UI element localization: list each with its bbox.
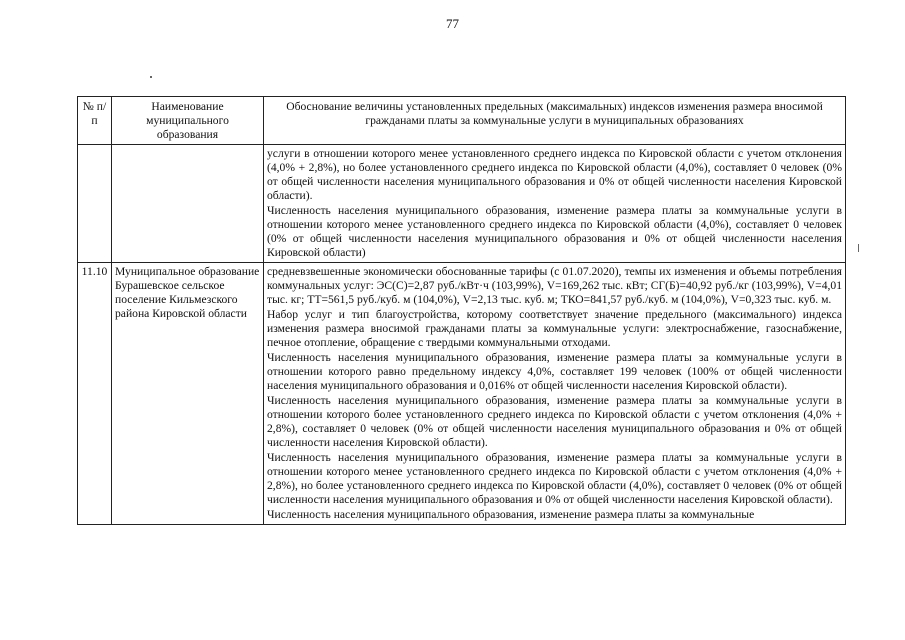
page-number: 77 [446, 16, 459, 31]
paragraph: Численность населения муниципального образования, изменение размера платы за коммунальные услуги в отношении которого более установленного среднего индекса по Кировской области с учетом отклонения (4,0% + 2,8%), составляет 0 человек (0% от общей численности населения муниципального образования и 0% от общей численности населения Кировской области). [267, 394, 842, 449]
municipality-name [112, 145, 264, 263]
row-number [78, 145, 112, 263]
municipality-name: Муниципальное образование Бурашевское сельское поселение Кильмезского района Кировской области [112, 263, 264, 525]
paragraph: Набор услуг и тип благоустройства, которому соответствует значение предельного (максимального) индекса изменения размера вносимой гражданами платы за коммунальные услуги: электроснабжение, газоснабжение, печное отопление, обращение с твердыми коммунальными отходами. [267, 308, 842, 349]
row-number: 11.10 [78, 263, 112, 525]
scan-speck [858, 244, 859, 252]
paragraph: Численность населения муниципального образования, изменение размера платы за коммунальные [267, 508, 755, 521]
header-num: № п/п [78, 97, 112, 145]
header-justification: Обоснование величины установленных предельных (максимальных) индексов изменения размера вносимой гражданами платы за коммунальные услуги в муниципальных образованиях [264, 97, 846, 145]
paragraph: Численность населения муниципального образования, изменение размера платы за коммунальные услуги в отношении которого равно предельному индексу 4,0%, составляет 199 человек (100% от общей численности населения муниципального образования и 0,016% от общей численности населения Кировской области). [267, 351, 842, 392]
justification-text [264, 145, 846, 263]
scan-speck [150, 76, 152, 78]
table-row [78, 263, 846, 525]
paragraph: средневзвешенные экономически обоснованные тарифы (с 01.07.2020), темпы их изменения и объемы потребления коммунальных услуг: ЭС(С)=2,87 руб./кВт·ч (103,99%), V=169,262 тыс. кВт; СГ(Б)=40,92 руб./кг (103,99%), V=4,01 тыс. кг; ТТ=561,5 руб./куб. м (104,0%), V=2,13 тыс. куб. м; ТКО=841,57 руб./куб. м (104,0%), V=0,323 тыс. куб. м. [267, 265, 842, 306]
table-header-row [78, 97, 846, 145]
header-name: Наименование муниципального образования [112, 97, 264, 145]
paragraph: услуги в отношении которого менее установленного среднего индекса по Кировской области с учетом отклонения (4,0% + 2,8%), но более установленного среднего индекса по Кировской области (4,0%), составляет 0 человек (0% от общей численности населения муниципального образования и 0% от общей численности населения Кировской области). [267, 147, 842, 202]
table-row [78, 145, 846, 263]
justification-text [264, 263, 846, 525]
paragraph: Численность населения муниципального образования, изменение размера платы за коммунальные услуги в отношении которого менее установленного среднего индекса по Кировской области с учетом отклонения (4,0% + 2,8%), но более установленного среднего индекса по Кировской области (4,0%), составляет 0 человек (0% от общей численности населения муниципального образования и 0% от общей численности населения Кировской области). [267, 451, 842, 506]
paragraph: Численность населения муниципального образования, изменение размера платы за коммунальные услуги в отношении которого менее установленного среднего индекса по Кировской области (4,0%), составляет 0 человек (0% от общей численности населения муниципального образования и 0% от общей численности населения Кировской области) [267, 204, 842, 259]
justification-table [77, 96, 846, 525]
